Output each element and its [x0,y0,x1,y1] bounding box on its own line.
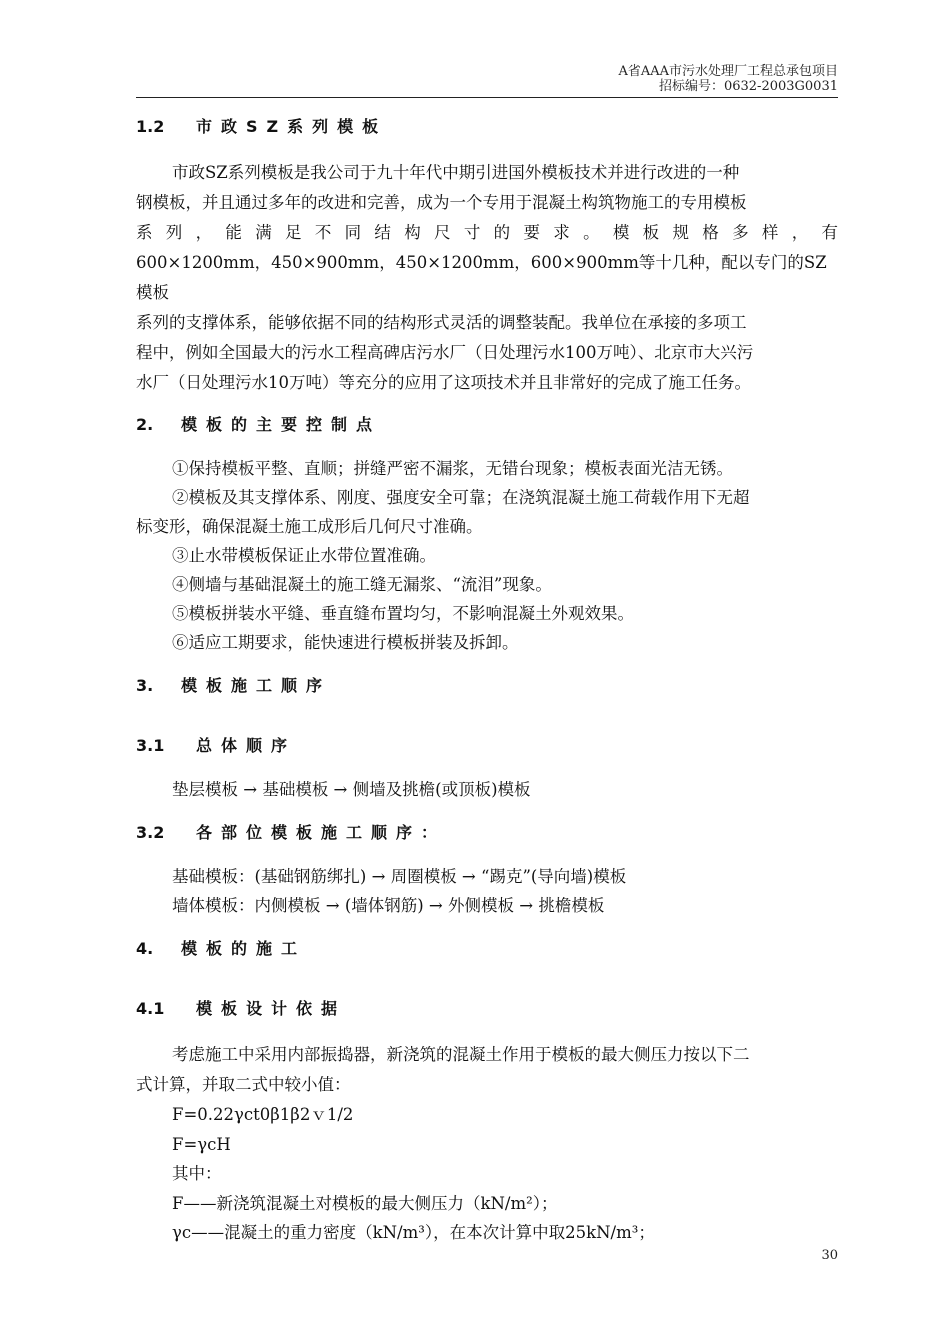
foundation-sequence-flow: 基础模板：(基础钢筋绑扎) → 周圈模板 → “踢克”(导向墙)模板 [172,867,627,886]
list-item-continuation: 标变形，确保混凝土施工成形后几何尺寸准确。 [136,517,483,536]
section-title: 各部位模板施工顺序： [196,823,447,842]
paragraph-line: 系列，能满足不同结构尺寸的要求。模板规格多样，有 [136,223,838,242]
wall-sequence-flow: 墙体模板：内侧模板 → (墙体钢筋) → 外侧模板 → 挑檐模板 [172,896,605,915]
list-item: ②模板及其支撑体系、刚度、强度安全可靠；在浇筑混凝土施工荷载作用下无超 [172,488,750,507]
formula-line: F——新浇筑混凝土对模板的最大侧压力（kN/m²）； [172,1193,558,1213]
section-heading-3-1 [136,733,838,759]
section-heading-4-1 [136,996,838,1022]
formula-line: F=0.22γct0β1β2ｖ1/2 [172,1105,354,1124]
header-project-title: A省AAA市污水处理厂工程总承包项目 [618,64,838,79]
formula-line: 其中： [172,1164,222,1183]
section-heading-1-2 [136,114,838,140]
formula-line: γc——混凝土的重力密度（kN/m³），在本次计算中取25kN/m³； [172,1223,655,1242]
paragraph-line: 程中，例如全国最大的污水工程高碑店污水厂（日处理污水100万吨）、北京市大兴污 [136,343,754,362]
section-number: 4.1 [136,999,165,1018]
paragraph-line: 系列的支撑体系，能够依据不同的结构形式灵活的调整装配。我单位在承接的多项工 [136,313,747,332]
section-heading-3 [136,673,838,699]
design-basis-paragraph [136,1040,838,1100]
section-number: 3.1 [136,736,165,755]
paragraph-line: 水厂（日处理污水10万吨）等充分的应用了这项技术并且非常好的完成了施工任务。 [136,373,751,392]
paragraph-line: 考虑施工中采用内部振捣器，新浇筑的混凝土作用于模板的最大侧压力按以下二 [172,1045,750,1064]
section-title: 总体顺序 [196,736,297,755]
section-number: 3. [136,676,154,695]
section-title: 模板的施工 [181,939,307,958]
section-title: 模板的主要控制点 [181,415,382,434]
list-item: ③止水带模板保证止水带位置准确。 [172,546,436,565]
paragraph-line: 600×1200mm，450×900mm，450×1200mm，600×900mm等十几种，配以专门的SZ模板 [136,253,827,302]
section-heading-3-2 [136,820,838,846]
section-title: 模板施工顺序 [181,676,332,695]
part-sequence-list [136,862,838,920]
list-item: ⑤模板拼装水平缝、垂直缝布置均匀，不影响混凝土外观效果。 [172,604,634,623]
page-header [618,64,838,94]
section-title: 市政SZ系列模板 [196,117,388,136]
list-item: ④侧墙与基础混凝土的施工缝无漏浆、“流泪”现象。 [172,575,552,594]
control-points-list [136,454,838,657]
paragraph-line: 式计算，并取二式中较小值： [136,1075,351,1094]
list-item: ①保持模板平整、直顺；拼缝严密不漏浆，无错台现象；模板表面光洁无锈。 [172,459,733,478]
section-number: 4. [136,939,154,958]
section-heading-2 [136,412,838,438]
page-number: 30 [821,1248,838,1263]
section-heading-4 [136,936,838,962]
list-item: ⑥适应工期要求，能快速进行模板拼装及拆卸。 [172,633,519,652]
section-number: 1.2 [136,117,165,136]
section-number: 3.2 [136,823,165,842]
formula-line: F=γcH [172,1134,231,1154]
header-tender-number: 招标编号：0632-2003G0031 [658,79,838,94]
section-number: 2. [136,415,154,434]
header-divider [136,97,838,98]
sz-description-paragraph [136,158,838,398]
document-body [136,114,838,1248]
paragraph-line: 市政SZ系列模板是我公司于九十年代中期引进国外模板技术并进行改进的一种 [172,163,740,182]
overall-sequence-flow: 垫层模板 → 基础模板 → 侧墙及挑檐(或顶板)模板 [172,780,531,799]
formula-block [136,1100,838,1248]
paragraph-line: 钢模板，并且通过多年的改进和完善，成为一个专用于混凝土构筑物施工的专用模板 [136,193,747,212]
section-title: 模板设计依据 [196,999,347,1018]
